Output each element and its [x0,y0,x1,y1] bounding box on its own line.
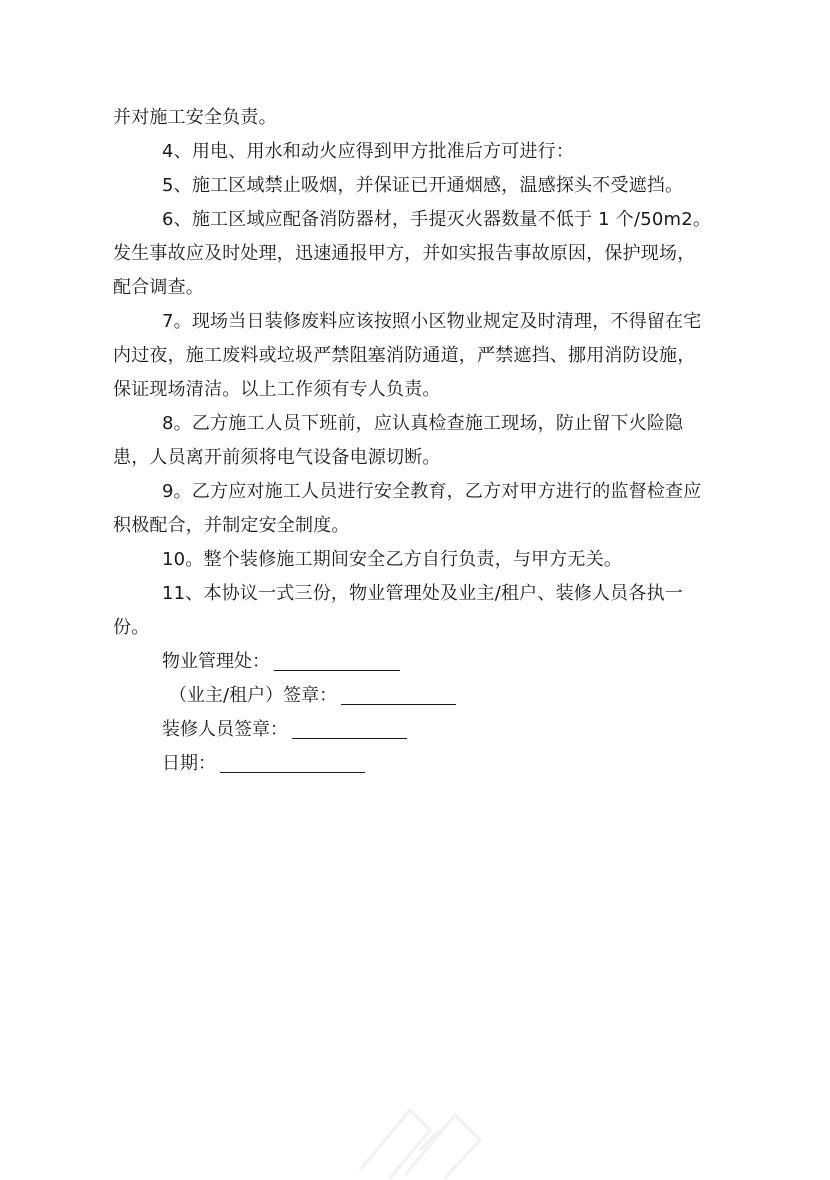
signature-owner-tenant-blank[interactable] [341,682,456,705]
paragraph-clause-4: 4、用电、用水和动火应得到甲方批准后方可进行： [162,141,575,162]
signature-decorator-label: 装修人员签章： [162,719,288,740]
paragraph-clause-8: 8。乙方施工人员下班前，应认真检查施工现场，防止留下火险隐患，人员离开前须将电气设备电源切断。 [113,413,684,468]
watermark-icon [350,1090,490,1180]
signature-decorator-blank[interactable] [292,716,407,739]
paragraph-clause-5: 5、施工区域禁止吸烟，并保证已开通烟感，温感探头不受遮挡。 [162,175,684,196]
paragraph-clause-10: 10。整个装修施工期间安全乙方自行负责，与甲方无关。 [162,549,623,570]
paragraph-clause-6: 6、施工区域应配备消防器材，手提灭火器数量不低于 1 个/50m2。发生事故应及时处理，迅速通报甲方，并如实报告事故原因，保护现场，配合调查。 [113,209,712,298]
signature-owner-tenant [113,679,713,713]
signature-date-label: 日期： [162,753,216,774]
paragraph-clause-7: 7。现场当日装修废料应该按照小区物业规定及时清理，不得留在宅内过夜，施工废料或垃圾严禁阻塞消防通道，严禁遮挡、挪用消防设施，保证现场清洁。以上工作须有专人负责。 [113,311,702,400]
paragraph-1: 并对施工安全负责。 [113,107,277,128]
signature-property-office-label: 物业管理处： [162,651,270,672]
signature-property-office-blank[interactable] [274,648,400,671]
signature-owner-tenant-label: （业主/租户）签章： [169,685,338,706]
signature-property-office [113,645,713,679]
paragraph-clause-9: 9。乙方应对施工人员进行安全教育，乙方对甲方进行的监督检查应积极配合，并制定安全制度。 [113,481,702,536]
signature-decorator [113,713,713,747]
paragraph-clause-11: 11、本协议一式三份，物业管理处及业主/租户、装修人员各执一份。 [113,583,683,638]
signature-date [113,747,713,781]
document-body [113,101,713,781]
signature-date-blank[interactable] [220,750,365,773]
